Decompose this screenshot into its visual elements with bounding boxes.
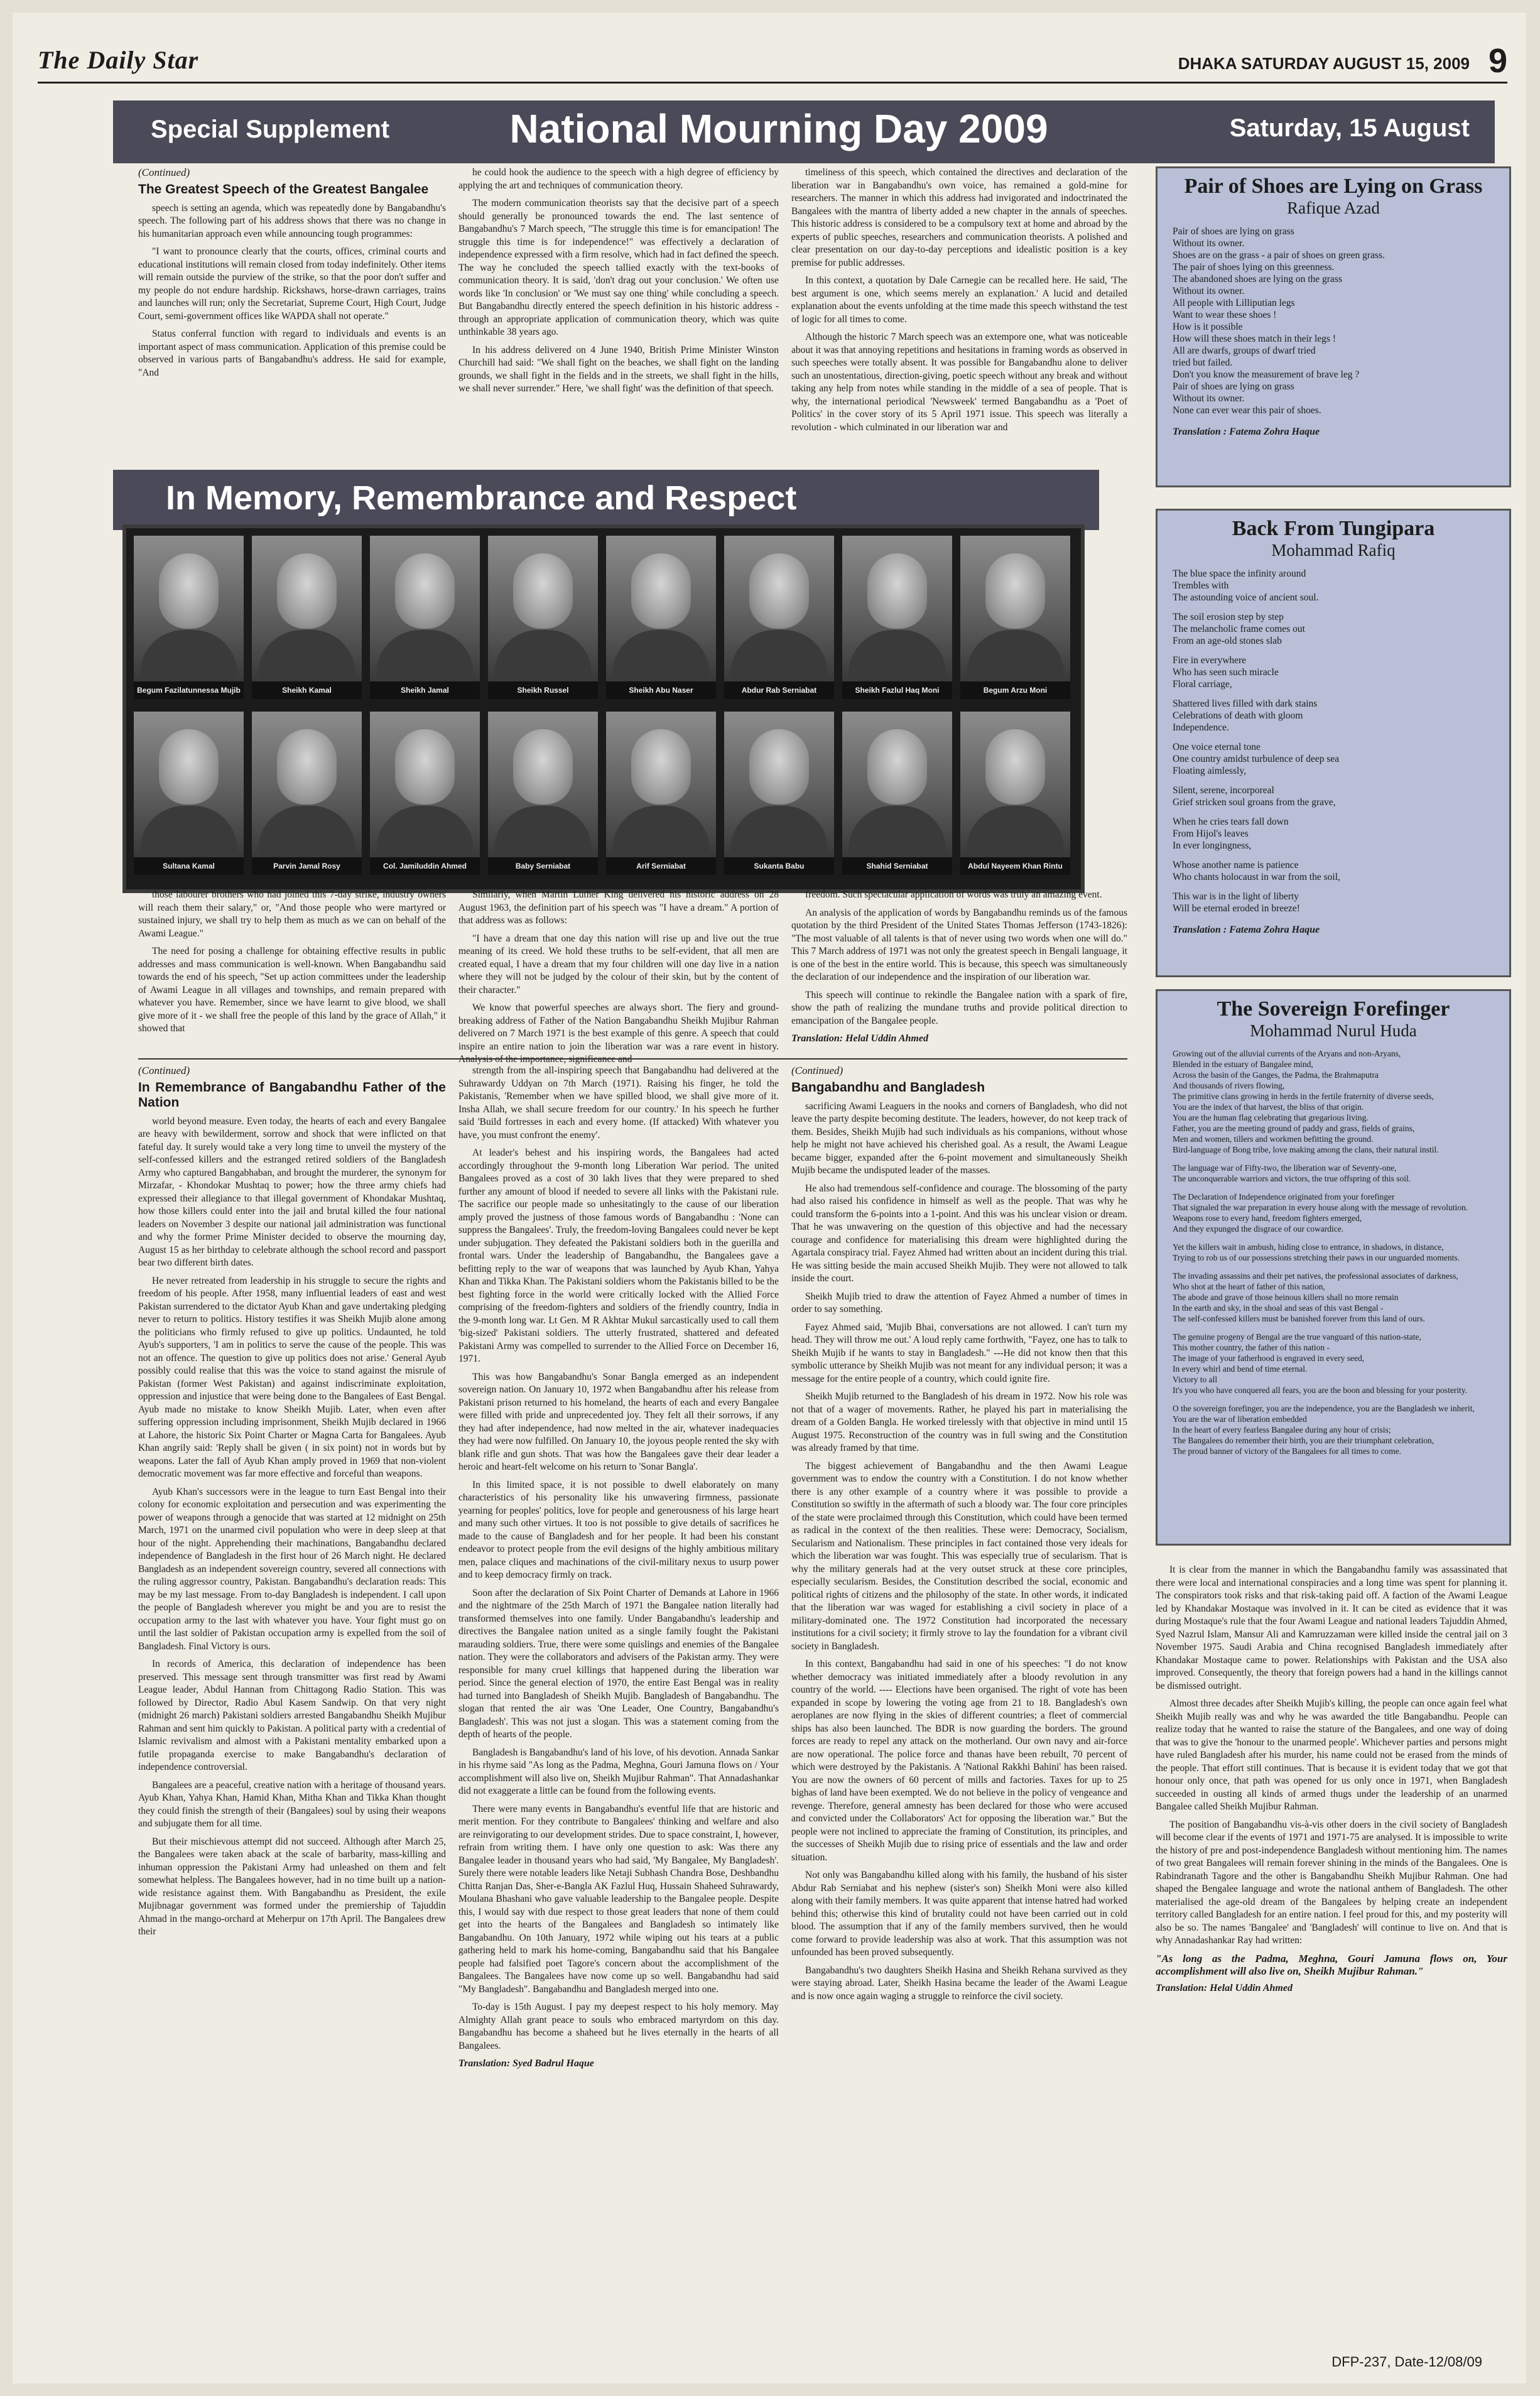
- paragraph: Although the historic 7 March speech was an extempore one, what was noticeable about it was that annoying repetitions and hesitations in framing words as observed in such speeches were totally absent. It was possible for Bangabandhu alone to deliver such an unostentatious, direction-giving, poetic speech without any break and without taking any help from notes while standing in the middle of a sea of people. That is why, the international periodical 'Newsweek' termed Bangabandhu as a 'Poet of Politics' in the cover story of its 5 April 1971 issue. This speech was literally a revolution - which culminated in our liberation war and: [791, 332, 1127, 433]
- father-translation-credit: Translation: Syed Badrul Haque: [458, 2058, 594, 2069]
- speech-article-col2-bottom: [458, 889, 779, 1052]
- martyr-portrait: [252, 712, 362, 875]
- paragraph: speech is setting an agenda, which was repeatedly done by Bangabandhu's speech. The following part of his address shows that there was no change in his humanitarian approach even while announcing tough programmes:: [138, 202, 446, 239]
- portrait-shoulders: [730, 630, 828, 680]
- paragraph: In this limited space, it is not possible to dwell elaborately on many characteristics of his personality like his unwavering firmness, passionate yearning for peoples' politics, love for people and generousness of his large heart and many such other virtues. It too is not possible to give details of sacrifices he made to the cause of Bangladesh and for her people. It had been his constant endeavor to protect people from the evil designs of the highly ambitious military men, palace cliques and machinations of the civil-military nexus to usurp power and to keep democracy firmly on track.: [458, 1479, 779, 1580]
- poem-line: Without its owner.: [1173, 238, 1245, 249]
- portrait-shoulders: [967, 806, 1064, 856]
- mujib-article-col2: [1156, 1564, 1507, 2343]
- mujib-translation-credit: Translation: Helal Uddin Ahmed: [1156, 1982, 1293, 1993]
- poem-line: The astounding voice of ancient soul.: [1173, 592, 1319, 603]
- poem-line: In the earth and sky, in the shoal and seas of this vast Bengal -: [1173, 1303, 1384, 1313]
- paragraph: In records of America, this declaration of independence has been preserved. This message sent through transmitter was first read by Awami League leader, Abdul Hannan from Chittagong Radio Station. This was followed by Director, Radio Abul Kasem Sandwip. On that very night (midnight 26 march) Pakistani soldiers arrested Bangabandhu Sheikh Mujibur Rahman and sent him quickly to Pakistan. A political party with a credential of Islamic revivalism and almost with a Pakistani mentality embarked upon a futile propaganda exercise to make Bangabandhu's declaration of independence controversial.: [138, 1659, 446, 1772]
- martyr-portrait: [488, 536, 598, 699]
- poem-title: Pair of Shoes are Lying on Grass: [1184, 175, 1483, 198]
- poem-line: From Hijol's leaves: [1173, 828, 1249, 839]
- poem-line: The abode and grave of those heinous killers shall no more remain: [1173, 1293, 1399, 1302]
- paragraph: strength from the all-inspiring speech that Bangabandhu had delivered at the Suhrawardy Uddyan on 7th March (1971). Raising his finger, he told the Pakistanis, 'Remember when we have spilled blood, we shall give more of it. Insha Allah, we shall secure freedom for our country.' In his speech he further said 'Build fortresses in each and every home. (If attacked) With whatever you have, you must confront the enemy'.: [458, 1065, 779, 1141]
- poem-line: Pair of shoes are lying on grass: [1173, 381, 1294, 392]
- portrait-shoulders: [140, 630, 237, 680]
- paragraph: Sheikh Mujib tried to draw the attention of Fayez Ahmed a number of times in order to say something.: [791, 1291, 1127, 1315]
- section-divider: [138, 1058, 1127, 1060]
- speech-article-col1-bottom: [138, 889, 446, 1052]
- speech-article-col1-top: [138, 166, 446, 462]
- poem-line: Bird-language of Bong tribe, love making among the clans, their natural instil.: [1173, 1145, 1439, 1154]
- poem-line: Fire in everywhere: [1173, 655, 1247, 666]
- page-number: 9: [1488, 42, 1507, 80]
- poem-author: Mohammad Rafiq: [1271, 541, 1396, 560]
- paragraph: Status conferral function with regard to individuals and events is an important aspect of mass communication. Application of this premise could be observed in various parts of Bangabandhu's address. He said for example, "And: [138, 328, 446, 378]
- portrait-shoulders: [730, 806, 828, 856]
- poem-stanza: [1173, 225, 1494, 416]
- poem-line: The image of your fatherhood is engraved in every seed,: [1173, 1353, 1365, 1363]
- poem-stanza: [1173, 1403, 1494, 1456]
- martyr-portrait: [960, 712, 1070, 875]
- paragraph: In this context, Bangabandhu had said in one of his speeches: "I do not know whether democracy was initiated immediately after a bloody revolution in any country of the world. ---- Elections have been organised. The right of vote has been expanded in scope by lowering the voting age from 21 to 18. Bangladesh's own aeroplanes are now flying in the skies of different countries; a fleet of commercial ships has also been launched. The BDR is now guarding the borders. The ground forces are ready to repel any attack on the motherland. Our own navy and air-force are now operational. The police force and thanas have been rebuilt, 70 percent of which were destroyed by the Pakistanis. A 'National Rakkhi Bahini' has been raised. You are now the owners of 60 percent of mills and factories. Taxes for up to 25 bighas of land have been exempted. We do not believe in the policy of vengeance and revenge. Therefore, general amnesty has been declared for those who were accused and convicted under the Collaborators' Act for opposing the liberation war." But the people were not inclined to appreciate the framing of Constitution, its principles, and the successes of Sheikh Mujib due to rising price of essentials and the law and order situation.: [791, 1659, 1127, 1863]
- paragraph: those labourer brothers who had joined this 7-day strike, industry owners will reach them their salary," or, "And those people who were martyred or sustained injury, we shall try to help them as much as we can on behalf of the Awami League.": [138, 889, 446, 939]
- poem-line: The Bangalees do remember their birth, you are their triumphant celebration,: [1173, 1436, 1434, 1445]
- poem-line: All people with Lilliputian legs: [1173, 298, 1295, 308]
- paragraph: Almost three decades after Sheikh Mujib's killing, the people can once again feel what Sheikh Mujib really was and why he was awarded the title Bangabandhu. People can realize today that he wanted to raise the stature of the Bangalees, and one way of doing that was to give the 'honour to the unarmed people'. Whichever parties and persons might have ruled Bangladesh after his murder, his name could not be erased from the minds of the people. That effort still continues. That is because it is evident today that we got that honour only once, that path was opened for us only once in 1971, when Bangladesh succeeded in ousting all kinds of armed thugs under the leadership of an unarmed Bangalee called Sheikh Mujibur Rahman.: [1156, 1698, 1507, 1812]
- poem-line: The abandoned shoes are lying on the grass: [1173, 274, 1342, 285]
- paragraphs: [791, 889, 1127, 1027]
- dateline: DHAKA SATURDAY AUGUST 15, 2009: [1178, 54, 1470, 73]
- poem-line: The language war of Fifty-two, the liberation war of Seventy-one,: [1173, 1163, 1397, 1173]
- poem-line: Whose another name is patience: [1173, 860, 1299, 870]
- newspaper-page: [13, 13, 1526, 2383]
- paragraphs: [138, 202, 446, 380]
- paragraphs: [791, 1100, 1127, 2003]
- paragraphs: [791, 166, 1127, 434]
- poem-line: Blended in the estuary of Bangalee mind,: [1173, 1060, 1313, 1069]
- masthead: [38, 42, 1507, 84]
- paragraph: This was how Bangabandhu's Sonar Bangla emerged as an independent sovereign nation. On January 10, 1972 when Bangabandhu after his release from Pakistani prison returned to his homeland, the hearts of each and every Bangalee were filled with pride and unprecedented joy. They felt all their sorrows, if any they had after independence, had now melted in the air, whatever inadequacies they had were now fulfilled. On January 10, the joyous people rented the sky with blank rifle and gun shots. That was how the Bangalees gave their dear leader a heroic and heart-felt welcome on his return to 'Sonar Bangla'.: [458, 1371, 779, 1472]
- portrait-shoulders: [494, 630, 592, 680]
- poem-stanza: [1173, 1191, 1494, 1234]
- portrait-face: [277, 729, 337, 805]
- poem-line: Victory to all: [1173, 1375, 1218, 1384]
- poem-line: Floral carriage,: [1173, 679, 1232, 690]
- portrait-caption: Baby Serniabat: [488, 857, 598, 875]
- paragraph: Bangalees are a peaceful, creative nation with a heritage of thousand years. Ayub Khan, Yahya Khan, Hamid Khan, Mitha Khan and Tikka Khan thought they could finish the strength of their (Bangalees) soul by using their weapons and subjugate them for all time.: [138, 1779, 446, 1829]
- poem-line: The genuine progeny of Bengal are the true vanguard of this nation-state,: [1173, 1332, 1421, 1342]
- poem-stanza: [1173, 1331, 1494, 1396]
- poem-stanza: [1173, 1048, 1494, 1155]
- poem-stanza: [1173, 816, 1494, 852]
- poem-line: That signaled the war preparation in every house along with the message of revolution.: [1173, 1203, 1468, 1212]
- paragraph: Similarly, when Martin Luther King delivered his historic address on 28 August 1963, the definition part of his speech was "I have a dream." A portion of that address was as follows:: [458, 889, 779, 926]
- mujib-quote: "As long as the Padma, Meghna, Gouri Jamuna flows on, Your accomplishment will also live on, Sheikh Mujibur Rahman.": [1156, 1952, 1507, 1977]
- portrait-face: [867, 729, 927, 805]
- poem-line: One voice eternal tone: [1173, 742, 1261, 752]
- poem-line: Trembles with: [1173, 580, 1229, 591]
- portrait-caption: Sheikh Jamal: [370, 681, 480, 699]
- poem-translation: Translation : Fatema Zohra Haque: [1173, 924, 1320, 935]
- poem-line: You are the index of that harvest, the bliss of that origin.: [1173, 1102, 1364, 1112]
- portrait-caption: Sheikh Kamal: [252, 681, 362, 699]
- portrait-caption: Parvin Jamal Rosy: [252, 857, 362, 875]
- portrait-shoulders: [140, 806, 237, 856]
- paragraph: timeliness of this speech, which contained the directives and declaration of the liberation war in Bangabandhu's own voice, has remained a gold-mine for researchers. The manner in which this address had invigorated and indoctrinated the Bangalees with the mantra of liberty added a new chapter in the annals of speeches. This historic address is considered to be a compulsory text at home and abroad by the experts of public speeches, researchers and communication theorists. A polished and clear presentation on our day-to-day perceptions and idealistic position is a key premise for public addresses.: [791, 167, 1127, 268]
- poem-line: Yet the killers wait in ambush, hiding close to entrance, in shadows, in distance,: [1173, 1242, 1444, 1252]
- paragraph: Bangabandhu's two daughters Sheikh Hasina and Sheikh Rehana survived as they were staying abroad. Later, Sheikh Hasina became the leader of the Awami League and is now once again waging a struggle to reinforce the civil society.: [791, 1965, 1127, 2002]
- poem-line: In the heart of every fearless Bangalee during any hour of crisis;: [1173, 1425, 1391, 1434]
- poem-line: And thousands of rivers flowing,: [1173, 1081, 1285, 1090]
- poem-box-shoes: [1156, 166, 1511, 487]
- portrait-caption: Abdur Rab Serniabat: [724, 681, 834, 699]
- paragraph: freedom. Such spectacular application of words was truly an amazing event.: [805, 889, 1102, 900]
- portrait-face: [395, 729, 455, 805]
- portrait-caption: Shahid Serniabat: [842, 857, 952, 875]
- poem-stanza: [1173, 698, 1494, 734]
- martyr-portrait: [606, 712, 716, 875]
- paragraphs: [458, 889, 779, 1066]
- poem-line: Without its owner.: [1173, 393, 1245, 404]
- poem-stanza: [1173, 1271, 1494, 1324]
- poem-line: Who shot at the heart of father of this nation,: [1173, 1282, 1325, 1291]
- poem-line: Silent, serene, incorporeal: [1173, 785, 1274, 796]
- portrait-shoulders: [849, 806, 946, 856]
- portrait-face: [985, 553, 1045, 629]
- paragraphs: [1156, 1564, 1507, 1948]
- banner-title: National Mourning Day 2009: [509, 106, 1048, 151]
- newspaper-logo: The Daily Star: [38, 46, 199, 74]
- poem-line: O the sovereign forefinger, you are the independence, you are the Bangladesh we inherit,: [1173, 1404, 1475, 1413]
- poem-line: When he cries tears fall down: [1173, 816, 1289, 827]
- poem-lines: [1158, 225, 1509, 416]
- poem-line: You are the war of liberation embedded: [1173, 1414, 1307, 1424]
- portrait-face: [867, 553, 927, 629]
- poem-line: In every whirl and bend of time eternal.: [1173, 1364, 1308, 1374]
- paragraph: He never retreated from leadership in his struggle to secure the rights and freedom of his people. After 1958, many influential leaders of east and west Pakistan surrendered to the dictator Ayub Khan and gave undertaking pledging never to return to politics. History testifies it was Sheikh Mujib alone among the politicians who firmly refused to give up politics. Undaunted, he told Ayub's supporters, 'I am in politics to serve the cause of the people. This was not an offence. The question to give up politics does not arise.' General Ayub possibly could realise that this was the voice to stand against the misrule of Pakistan (former West Pakistan) and against indiscriminate exploitation, oppression and injustice that were being done to the Bangalees of East Bengal. Ayub made no mistake to know Sheikh Mujib. Later, when even after suffering oppression including imprisonment, Sheikh Mujib declared in 1966 at Lahore, the historic Six Point Charter or Magna Carta for Bangalees. Ayub Khan angrily said: 'Reply shall be given ( in six point) not in words but by weapons. Later the fall of Ayub Khan amply proved in 1969 that non-violent democratic movement was far more effective and forceful than weapons.: [138, 1275, 446, 1479]
- portrait-face: [513, 553, 573, 629]
- paragraph: In his address delivered on 4 June 1940, British Prime Minister Winston Churchill had said: "We shall fight on the beaches, we shall fight on the landing grounds, we shall fight in the fields and in the streets, we shall fight in the hills, we shall never surrender." Here, 'we shall fight' was the definition of that speech.: [458, 344, 779, 394]
- poem-line: None can ever wear this pair of shoes.: [1173, 405, 1321, 416]
- paragraph: "I have a dream that one day this nation will rise up and live out the true meaning of its creed. We hold these truths to be self-evident, that all men are created equal, I have a dream that my four children will one day live in a nation where they will not be judged by the colour of their skin, but by the content of their character.": [458, 933, 779, 995]
- portrait-shoulders: [376, 630, 474, 680]
- father-article-col2: [458, 1065, 779, 2346]
- paragraph: he could hook the audience to the speech with a high degree of efficiency by applying the art and techniques of communication theory.: [458, 167, 779, 191]
- paragraph: Fayez Ahmed said, 'Mujib Bhai, conversations are not allowed. I can't turn my head. They will throw me out.' A loud reply came forthwith, "Fayez, one has to talk to Sheikh Mujib if he wants to stay in Bangladesh." ---He did not know then that this symbolic utterance by Sheikh Mujib was not meant for any individual person; it was a message for the entire people of a country, which could ignite fire.: [791, 1321, 1127, 1384]
- portrait-caption: Sheikh Abu Naser: [606, 681, 716, 699]
- continued-label: (Continued): [138, 166, 190, 178]
- portrait-caption: Sultana Kamal: [134, 857, 244, 875]
- paragraph: But their mischievous attempt did not succeed. Although after March 25, the Bangalees were taken aback at the scale of barbarity, mass-killing and inhuman oppression the Pakistani Army had unleashed on them and felt somewhat helpless. The Bangalees however, had in no time built up a nation-wide resistance against them. With Bangabandhu as President, the exile Mujibnagar government was formed under the premiership of Tajuddin Ahmad in the mango-orchard at Meherpur on 17th April. The Bangalees drew their: [138, 1836, 446, 1937]
- poem-line: Floating aimlessly,: [1173, 766, 1246, 776]
- paragraph: sacrificing Awami Leaguers in the nooks and corners of Bangladesh, who did not leave the party despite becoming destitute. The leaders, however, do not keep track of them. Besides, Sheikh Mujib had such individuals as his companions, without whose help he might not have achieved his cherished goal. As a result, the Awami League became bigger, expanded after the 6-point movement and simultaneously Sheikh Mujib became the undisputed leader of the masses.: [791, 1100, 1127, 1176]
- portrait-face: [631, 553, 691, 629]
- portrait-caption: Abdul Nayeem Khan Rintu: [960, 857, 1070, 875]
- poem-author: Mohammad Nurul Huda: [1250, 1021, 1417, 1040]
- poem-stanza: [1173, 611, 1494, 647]
- paragraph: At leader's behest and his inspiring words, the Bangalees had acted accordingly throughout the 9-month long Liberation War period. The united Bangalees proved as a cost of 30 lakh lives that they were prepared to shed further any amount of blood if needed to severe all links with the Pakistani rule. The sacrifice our people made so unhesitatingly to the cause of our liberation amply proved the justness of those famous words of Bangabandhu : 'None can suppress the Bangalees'. Truly, the freedom-loving Bangalees could never be kept under subjugation. They defeated the Pakistani soldiers both in the guerilla and frontal wars. Under the leadership of Bangabandhu, the Bangalees gave a befitting reply to the war of weapons that was launched by Ayub Khan, Yahya Khan and Tikka Khan. The Pakistani soldiers whom the Pakistanis billed to be the best fighting force in the world were critically locked with the Allied Force comprising of the freedom-fighters and soldiers of the friendly country, India in the 9-month long war. Lt Gen. M R Akhtar Mukul sarcastically used to call them 'big-sized' Pakistani soldiers. The utterly frustrated, shattered and defeated Pakistani Army was compelled to surrender to the Allied Force on December 16, 1971.: [458, 1147, 779, 1364]
- poem-title: The Sovereign Forefinger: [1217, 997, 1450, 1021]
- paragraph: To-day is 15th August. I pay my deepest respect to his holy memory. May Almighty Allah grant peace to souls who embraced martyrdom on this day. Bangabandhu has become a shaheed but he lives eternally in the hearts of all Bangalees.: [458, 2002, 779, 2051]
- martyrs-photo-gallery: [122, 524, 1085, 893]
- portrait-face: [277, 553, 337, 629]
- martyr-portrait: [606, 536, 716, 699]
- portrait-face: [749, 729, 809, 805]
- poem-line: How will these shoes match in their legs !: [1173, 333, 1337, 344]
- poem-stanza: [1173, 654, 1494, 690]
- article-title: Bangabandhu and Bangladesh: [791, 1080, 985, 1095]
- martyr-portrait: [134, 712, 244, 875]
- speech-translation-credit: Translation: Helal Uddin Ahmed: [791, 1033, 928, 1044]
- poem-line: The Declaration of Independence originated from your forefinger: [1173, 1192, 1395, 1201]
- father-article-col1: [138, 1065, 446, 2346]
- poem-lines: [1158, 568, 1509, 914]
- portrait-shoulders: [612, 630, 710, 680]
- poem-line: Weapons rose to every hand, freedom fighters emerged,: [1173, 1213, 1362, 1223]
- continued-label: (Continued): [791, 1065, 843, 1076]
- poem-line: The invading assassins and their pet natives, the professional associates of darkness,: [1173, 1271, 1458, 1281]
- portrait-caption: Begum Fazilatunnessa Mujib: [134, 681, 244, 699]
- article-title: In Remembrance of Bangabandhu Father of the Nation: [138, 1080, 446, 1110]
- paragraph: Soon after the declaration of Six Point Charter of Demands at Lahore in 1966 and the nightmare of the 25th March of 1971 the Bangalee nation literally had transformed themselves into one family. Under Bangabandhu's leadership and directives the Bangalee nation united as a single family fought the Pakistani marauding soldiers. True, there were some quislings and enemies of the Bangalee nation. They were the collaborators and advisers of the Pakistan army. They were responsible for many cruel killings that happened during the liberation war period. Since the general election of 1970, the entire East Bengal was in reality had turned into Bangladesh of Sheikh Mujib. Bangladesh of Bangabandhu. The slogan that rented the air was 'One Leader, One Country, Bangabandhu's Bangladesh'. This was not just a slogan. This was a statement coming from the depth of hearts of the people.: [458, 1587, 779, 1740]
- memory-title: In Memory, Remembrance and Respect: [166, 479, 797, 517]
- mujib-article-col1: [791, 1065, 1127, 2346]
- portrait-caption: Begum Arzu Moni: [960, 681, 1070, 699]
- portrait-shoulders: [376, 806, 474, 856]
- poem-line: Who has seen such miracle: [1173, 667, 1279, 678]
- martyr-portrait: [960, 536, 1070, 699]
- portrait-face: [749, 553, 809, 629]
- portrait-face: [395, 553, 455, 629]
- continued-label: (Continued): [138, 1065, 190, 1076]
- article-title: The Greatest Speech of the Greatest Bangalee: [138, 182, 429, 197]
- banner-left-label: Special Supplement: [151, 116, 390, 143]
- poem-line: The pair of shoes lying on this greenness.: [1173, 262, 1335, 273]
- portrait-shoulders: [612, 806, 710, 856]
- poem-stanza: [1173, 859, 1494, 883]
- poem-line: This mother country, the father of this nation -: [1173, 1343, 1330, 1352]
- speech-article-col2-top: [458, 166, 779, 462]
- portrait-face: [985, 729, 1045, 805]
- portrait-caption: Arif Serniabat: [606, 857, 716, 875]
- poem-line: Shoes are on the grass - a pair of shoes on green grass.: [1173, 250, 1385, 261]
- paragraph: The biggest achievement of Bangabandhu and the then Awami League government was to endow the country with a Constitution. I do not know whether there is any other example of a country where it was possible to provide a Constitution so swiftly in the aftermath of such a bloody war. The four core principles of the state were proclaimed through this Constitution, which could have been termed as radical in the context of the then realities. These were: Democracy, Socialism, Secularism and Nationalism. These principles in fact contained those very ideals for which the liberation war was fought. This was especially true of secularism. That is why the military generals had at the very outset struck at these core principles, especially secularism. Besides, the Constitution described the social, economic and political rights of citizens and the philosophy of the state. In other words, it indicated that the liberation war was waged for establishing a civil society in place of a military-dominated one. The 1972 Constitution had incorporated the necessary institutions for a civil society; it firmly strove to lay the foundation for a vibrant civil society in Bangladesh.: [791, 1460, 1127, 1652]
- footer-code: DFP-237, Date-12/08/09: [1331, 2354, 1482, 2370]
- poem-line: How is it possible: [1173, 322, 1243, 332]
- poem-line: From an age-old stones slab: [1173, 636, 1282, 646]
- poem-line: Men and women, tillers and workmen befitting the ground.: [1173, 1134, 1374, 1144]
- poem-stanza: [1173, 784, 1494, 808]
- paragraph: An analysis of the application of words by Bangabandhu reminds us of the famous quotation by the third President of the United States Thomas Jefferson (1743-1826): "The most valuable of all talents is that of never using two words when one will do." This 7 March address of 1971 was not only the greatest speech in Bengali language, it is one of the best in the entire world. This is because, this speech was simultaneously the declaration of our independence and the inspiration of our liberation war.: [791, 907, 1127, 982]
- poem-translation: Translation : Fatema Zohra Haque: [1173, 426, 1320, 437]
- portrait-face: [513, 729, 573, 805]
- paragraph: The modern communication theorists say that the decisive part of a speech should generally be pronounced towards the end. The last sentence of Bangabandhu's 7 March speech, "The struggle this time is for emancipation! The struggle this time is for independence!" was effectively a declaration of independence expressed with a firm resolve, which had in fact defined the speech. The way he concluded the speech tallied exactly with the text-books of communication theory. It is said, 'don't drag out your conclusion.' We often use words like 'In conclusion' or 'We must say one thing' while concluding a speech. But Bangabandhu directly entered the speech definition in his historic address - through an appropriate application of communication theory, which was quite unthinkable 38 years ago.: [458, 198, 779, 337]
- portrait-shoulders: [494, 806, 592, 856]
- paragraph: "I want to pronounce clearly that the courts, offices, criminal courts and educational institutions will remain closed from today indefinitely. Other items will remain outside the purview of the strike, so that the poor don't suffer and my people do not endure hardship. Rickshaws, horse-drawn carriages, trains and launches will run; only the Secretariat, Supreme Court, High Court, Judge Court, semi-government offices like WAPDA shall not operate.": [138, 246, 446, 322]
- poem-line: The blue space the infinity around: [1173, 568, 1306, 579]
- paragraph: He also had tremendous self-confidence and courage. The blossoming of the party had also raised his confidence in himself as well as the people. That was why he could transform the 6-points into a 1-point. And this was his unclear vision or dream. That he was unwavering on the question of this objective and had the necessary courage and confidence for materialising this dream were highlighted during the Agartala conspiracy trial. Fayez Ahmed had written about an incident during this trial. He was sitting beside the main accused Sheikh Mujib. They were not allowed to talk inside the court.: [791, 1183, 1127, 1284]
- poem-line: The unconquerable warriors and victors, the true offspring of this soil.: [1173, 1174, 1411, 1183]
- poem-line: The proud banner of victory of the Bangalees for all times to come.: [1173, 1446, 1402, 1456]
- poem-author: Rafique Azad: [1287, 198, 1380, 217]
- portrait-face: [159, 553, 219, 629]
- paragraph: There were many events in Bangabandhu's eventful life that are historic and merit mention. For they contribute to Bangalees' thinking and welfare and also are reinvigorating to our development strides. Due to space constraint, I, however, refrain from writing them. I have only one question to ask: Was there any Bangalee leader in thousand years who had said, 'My Bangalee, My Bangladesh'. Surely there were notable leaders like Netaji Subhash Chandra Bose, Deshbandhu Chitta Ranjan Das, Sher-e-Bangla AK Fazlul Huq, Hussain Shaheed Suhrawardy, Moulana Bhashani who gave valuable leadership to the Bangalee people. Despite this, I would say with due respect to those great leaders that none of them could get into the hearts of the Bangalees and Bangladesh so intimately like Bangabandhu. On 10th January, 1972 while wiping out his tears at a public gathering held to mark his home-coming, Bangabandhu said that his Bangalee people had falsified poet Tagore's concern about the accomplishment of the Bangalees. The Bangalees have now come up so well. Bangabandhu had said "My Bangladesh". Bangabandhu and Bangladesh merged into one.: [458, 1803, 779, 1995]
- portrait-face: [159, 729, 219, 805]
- martyr-portrait: [370, 536, 480, 699]
- poem-line: Grief stricken soul groans from the grave,: [1173, 797, 1336, 808]
- portrait-shoulders: [967, 630, 1064, 680]
- poem-line: Growing out of the alluvial currents of the Aryans and non-Aryans,: [1173, 1049, 1401, 1058]
- paragraph: Bangladesh is Bangabandhu's land of his love, of his devotion. Annada Sankar in his rhyme said "As long as the Padma, Meghna, Gouri Jamuna flows on / Your accomplishment will also live on, Sheikh Mujibur Rahman". That Annadashankar did not exaggerate a little can be found from the following events.: [458, 1747, 779, 1796]
- poem-line: tried but failed.: [1173, 357, 1233, 368]
- portrait-shoulders: [258, 630, 355, 680]
- poem-line: The soil erosion step by step: [1173, 612, 1284, 622]
- poem-box-sovereign: [1156, 989, 1511, 1546]
- paragraph: The need for posing a challenge for obtaining effective results in public addresses and mass communication is well-known. When Bangabandhu said towards the end of his speech, "Set up action committees under the leadership of Awami League in all villages and townships, and remain prepared with whatever you have. Remember, since we have learnt to give blood, we shall give more of it - we shall free the people of this land by the grace of Allah," it showed that: [138, 946, 446, 1034]
- poem-line: Who chants holocaust in war from the soil,: [1173, 872, 1340, 882]
- portrait-caption: Sheikh Russel: [488, 681, 598, 699]
- paragraph: In this context, a quotation by Dale Carnegie can be recalled here. He said, 'The best argument is one, which seems merely an explanation.' A lucid and detailed explanation about the events unfolding at the time made this speech withstand the test of logic for all times to come.: [791, 275, 1127, 325]
- poem-box-tungipara: [1156, 509, 1511, 977]
- poem-stanza: [1173, 1163, 1494, 1184]
- memory-banner: [113, 470, 1099, 530]
- poem-stanza: [1173, 568, 1494, 604]
- martyr-portrait: [842, 536, 952, 699]
- poem-line: Without its owner.: [1173, 286, 1245, 296]
- portrait-caption: Sukanta Babu: [724, 857, 834, 875]
- poem-title: Back From Tungipara: [1232, 517, 1435, 540]
- poem-line: You are the human flag celebrating that gregarious living.: [1173, 1113, 1369, 1122]
- poem-line: And they expunged the disgrace of our cowardice.: [1173, 1224, 1344, 1233]
- poem-line: It's you who have conquered all fears, you are the boon and blessing for your posterity.: [1173, 1385, 1468, 1395]
- paragraph: world beyond measure. Even today, the hearts of each and every Bangalee are heavy with bewilderment, sorrow and shock that were inflicted on that fateful day. It surely would take a very long time to unveil the mystery of the self-confessed killers and the estranged retired soldiers of the Bangladesh Army who captured Bangabhaban, and brought the murderer, the synonym for Mirzafar, - Khondokar Mushtaq to power; how the three army chiefs had expressed their allegiance to that illegal government of Khondakar Mushtaq, how those killers could enter into the jail and brutal killed the four national leaders on November 3 despite our national jail administration was functional and why the former Prime Minister decided to observe the mourning day, August 15 as her birthday to celebrate although the school record and passport bear two different birth dates.: [138, 1115, 446, 1268]
- portrait-caption: Col. Jamiluddin Ahmed: [370, 857, 480, 875]
- martyr-portrait: [724, 536, 834, 699]
- portrait-shoulders: [258, 806, 355, 856]
- poem-line: The self-confessed killers must be banished forever from this land of ours.: [1173, 1314, 1425, 1323]
- paragraph: Sheikh Mujib returned to the Bangladesh of his dream in 1972. Now his role was not that of a wager of movements. Rather, he played his part in materialising the dream of a Golden Bangla. He worked tirelessly with that objective in mind until 15 August 1975. Reconstruction of the country was in full swing and the Constitution was already framed by that time.: [791, 1391, 1127, 1453]
- poem-line: Don't you know the measurement of brave leg ?: [1173, 369, 1360, 380]
- portrait-shoulders: [849, 630, 946, 680]
- poem-line: In ever longingness,: [1173, 840, 1252, 851]
- paragraphs: [458, 1065, 779, 2052]
- poem-stanza: [1173, 891, 1494, 914]
- banner-date: Saturday, 15 August: [1229, 114, 1470, 142]
- martyr-portrait: [370, 712, 480, 875]
- speech-article-col3-bottom: [791, 889, 1127, 1052]
- paragraph: Ayub Khan's successors were in the league to turn East Bengal into their colony for economic exploitation and persecution and was experimenting the power of weapons through a genocide that was started at 12 midnight on 25th March, 1971 on the unarmed civil population who were in deep sleep at that hour of the night. Apprehending their machinations, Bangabandhu declared independence of Bangladesh in the first hour of 26 March night. He declared Bangladesh as an independent sovereign country, severed all connections with the ruling aggressor country, Pakistan. Bangabandhu's declaration reads: This may be my last message. From to-day Bangladesh is independent. I call upon the people of Bangladesh wherever you might be and you are to resist the occupation army to the last with whatever you have. Your fight must go on until the last soldier of Pakistan occupation army is expelled from the soil of Bangladesh. Final Victory is ours.: [138, 1486, 446, 1652]
- poem-line: One country amidst turbulence of deep sea: [1173, 754, 1340, 764]
- paragraphs: [138, 889, 446, 1036]
- poem-line: Want to wear these shoes !: [1173, 310, 1277, 320]
- martyr-portrait: [724, 712, 834, 875]
- poem-line: Trying to rob us of our possessions stretching their paws in our unguarded moments.: [1173, 1253, 1460, 1262]
- poem-line: Across the basin of the Ganges, the Padma, the Brahmaputra: [1173, 1070, 1379, 1080]
- paragraphs: [138, 1115, 446, 1939]
- martyr-portrait: [134, 536, 244, 699]
- portrait-face: [631, 729, 691, 805]
- poem-line: This war is in the light of liberty: [1173, 891, 1299, 902]
- paragraph: It is clear from the manner in which the Bangabandhu family was assassinated that there were local and international conspiracies and a long time was spent for planning it. The conspirators took risks and that risk-taking paid off. A faction of the Awami League led by Khandakar Mostaque was involved in it. It can be cited as evidence that it was during Mostaque's rule that the four Awami League and national leaders Tajuddin Ahmed, Syed Nazrul Islam, Mansur Ali and Kamruzzaman were killed inside the central jail on 3 November 1975. Saudi Arabia and China recognised Bangladesh immediately after Khandakar Mostaque came to power. Relationships with Pakistan and the USA also improved. Consequently, the theory that foreign powers had a hand in the killings cannot be dismissed outright.: [1156, 1564, 1507, 1691]
- poem-line: All are dwarfs, groups of dwarf tried: [1173, 345, 1316, 356]
- martyr-portrait: [488, 712, 598, 875]
- poem-line: Celebrations of death with gloom: [1173, 710, 1303, 721]
- poem-stanza: [1173, 741, 1494, 777]
- paragraph: Not only was Bangabandhu killed along with his family, the husband of his sister Abdur Rab Serniabat and his nephew (sister's son) Sheikh Moni were also killed along with their family members. It was quite apparent that intense hatred had worked behind this; otherwise this kind of brutality could not have been carried out in cold blood. The assumption that if any of the family members survived, then he would come forward to provide leadership was also at work. That this assumption was not unfounded has been proved subsequently.: [791, 1870, 1127, 1958]
- poem-line: Will be eternal eroded in breeze!: [1173, 903, 1300, 914]
- paragraphs: [458, 166, 779, 396]
- martyr-portrait: [252, 536, 362, 699]
- poem-stanza: [1173, 1242, 1494, 1263]
- poem-line: Father, you are the meeting ground of paddy and grass, fields of grains,: [1173, 1124, 1415, 1133]
- supplement-banner: [113, 100, 1495, 163]
- poem-line: Independence.: [1173, 722, 1229, 733]
- paragraph: This speech will continue to rekindle the Bangalee nation with a spark of fire, show the path of realizing the mundane truths and provide political direction to emancipation of the Bangalee people.: [791, 989, 1127, 1026]
- paragraph: We know that powerful speeches are always short. The fiery and ground-breaking address of Father of the Nation Bangabandhu Sheikh Mujibur Rahman delivered on 7 March 1971 is the best example of this genre. A speech that could inspire an entire nation to join the liberation war was a rare event in history.: [458, 1002, 779, 1052]
- martyr-portrait: [842, 712, 952, 875]
- poem-line: Pair of shoes are lying on grass: [1173, 226, 1294, 237]
- portrait-caption: Sheikh Fazlul Haq Moni: [842, 681, 952, 699]
- paragraph: The position of Bangabandhu vis-à-vis other doers in the civil society of Bangladesh will become clear if the events of 1971 and 1971-75 are analysed. It is impossible to write the history of pre and post-independence Bangladesh without mentioning him. The names of two great Bangalees will remain forever shining in the minds of the Bangalees. One is Rabindranath Tagore and the other is Bangabandhu Sheikh Mujibur Rahman. One had shaped the Bengalee language and wrote the national anthem of Bangladesh. The other materialised the age-old dream of the Bangalees by helping create an independent territory called Bangladesh for an entire nation. I feel proud for this, and my posterity will also be so. The names 'Bangalee' and 'Bangladesh' will continue to live on. And that is why Annadashankar Ray had written:: [1156, 1819, 1507, 1946]
- poem-line: Shattered lives filled with dark stains: [1173, 698, 1318, 709]
- poem-lines: [1158, 1048, 1509, 1456]
- poem-line: The melancholic frame comes out: [1173, 624, 1305, 634]
- poem-line: The primitive clans growing in herds in the fertile fraternity of diverse seeds,: [1173, 1092, 1434, 1101]
